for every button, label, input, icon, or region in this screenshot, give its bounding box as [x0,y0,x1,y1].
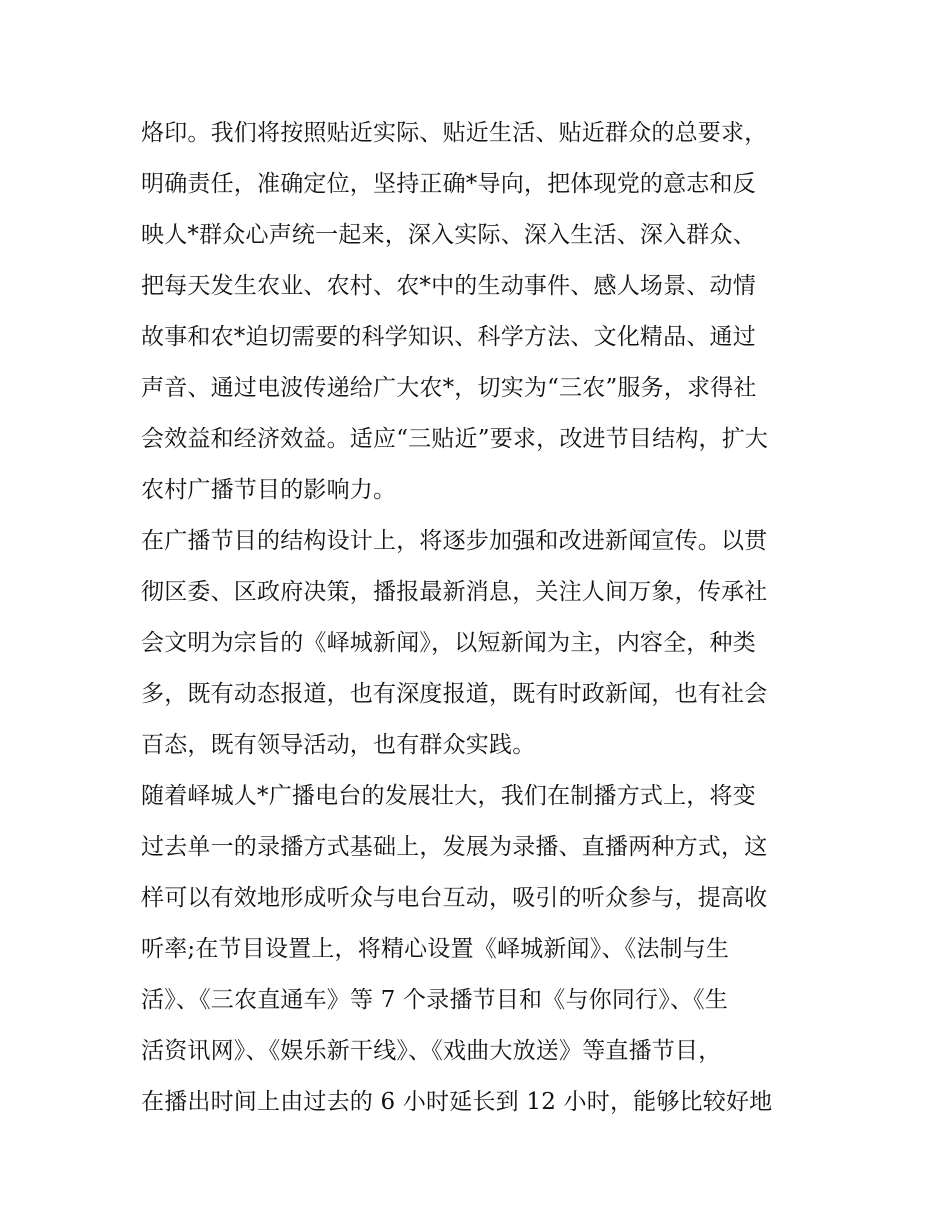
text-line: 彻区委、区政府决策，播报最新消息，关注人间万象，传承社 [141,579,768,605]
paragraph-1 [141,108,821,516]
paragraph-2 [141,516,821,771]
text-line: 会效益和经济效益。适应“三贴近”要求，改进节目结构，扩大 [141,426,769,452]
text-line: 农村广播节目的影响力。 [141,477,397,503]
text-line: 故事和农*迫切需要的科学知识、科学方法、文化精品、通过 [141,324,756,350]
text-line: 随着峄城人*广播电台的发展壮大，我们在制播方式上，将变 [141,783,756,809]
text-line: 活资讯网》、《娱乐新干线》、《戏曲大放送》等直播节目， [141,1038,722,1064]
text-line: 过去单一的录播方式基础上，发展为录播、直播两种方式，这 [141,834,768,860]
text-line: 烙印。我们将按照贴近实际、贴近生活、贴近群众的总要求， [141,120,768,146]
text-line: 百态，既有领导活动，也有群众实践。 [141,732,536,758]
text-line: 在播出时间上由过去的 6 小时延长到 12 小时，能够比较好地 [141,1089,773,1115]
document-body [141,108,821,1128]
text-line: 映人*群众心声统一起来，深入实际、深入生活、深入群众、 [141,222,756,248]
text-line: 声音、通过电波传递给广大农*，切实为“三农”服务，求得社 [141,375,757,401]
text-line: 会文明为宗旨的《峄城新闻》，以短新闻为主，内容全，种类 [141,630,756,656]
paragraph-3 [141,771,821,1128]
text-line: 把每天发生农业、农村、农*中的生动事件、感人场景、动情 [141,273,756,299]
text-line: 多，既有动态报道，也有深度报道，既有时政新闻，也有社会 [141,681,768,707]
text-line: 听率;在节目设置上，将精心设置《峄城新闻》、《法制与生 [141,936,730,962]
text-line: 活》、《三农直通车》等 7 个录播节目和《与你同行》、《生 [141,987,729,1013]
text-line: 明确责任，准确定位，坚持正确*导向，把体现党的意志和反 [141,171,756,197]
text-line: 样可以有效地形成听众与电台互动，吸引的听众参与，提高收 [141,885,768,911]
text-line: 在广播节目的结构设计上，将逐步加强和改进新闻宣传。以贯 [141,528,768,554]
